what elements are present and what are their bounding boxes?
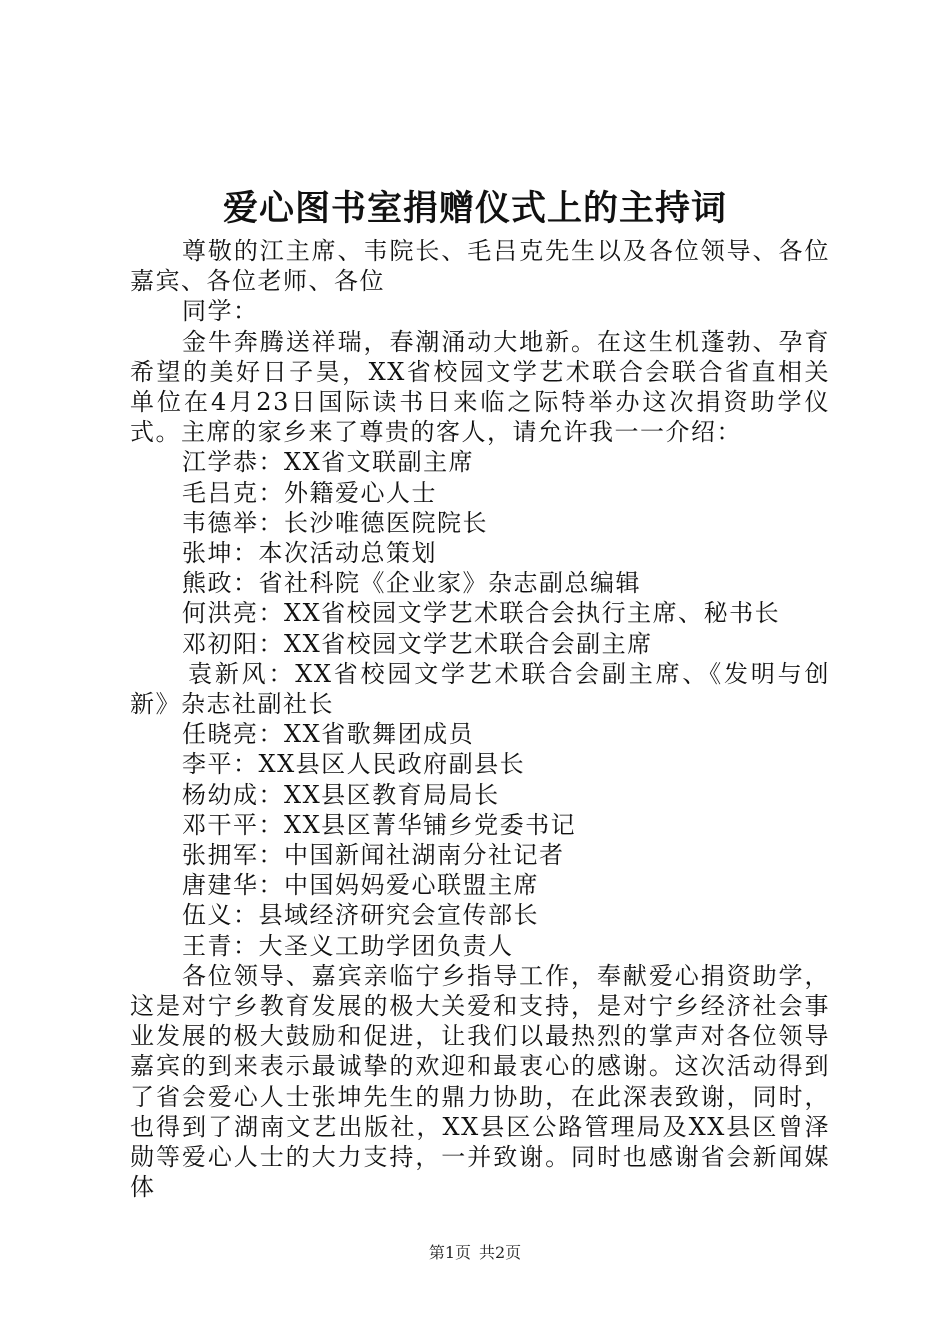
guest-line: 李平：XX县区人民政府副县长 [182, 750, 526, 779]
guest-line: 王青：大圣义工助学团负责人 [182, 931, 514, 960]
guest-line: 张拥军：中国新闻社湖南分社记者 [182, 841, 565, 870]
guest-line: 韦德举：长沙唯德医院院长 [182, 508, 488, 537]
page-number: 第1页 [428, 1243, 471, 1262]
guest-line: 袁新风：XX省校园文学艺术联合会副主席、《发明与创新》杂志社副社长 [130, 659, 830, 719]
guest-line: 邓初阳：XX省校园文学艺术联合会副主席 [182, 629, 653, 658]
closing-paragraph: 各位领导、嘉宾亲临宁乡指导工作，奉献爱心捐资助学，这是对宁乡教育发展的极大关爱和支持，是对宁乡经济社会事业发展的极大鼓励和促进，让我们以最热烈的掌声对各位领导嘉宾的到来表示最诚挚的欢迎和最衷心的感谢。这次活动得到了省会爱心人士张坤先生的鼎力协助，在此深表致谢，同时，也得到了湖南文艺出版社，XX县区公路管理局及XX县区曾泽勋等爱心人士的大力支持，一并致谢。同时也感谢省会新闻媒体 [130, 961, 830, 1202]
guest-line: 江学恭：XX省文联副主席 [182, 448, 475, 477]
guest-line: 伍义：县域经济研究会宣传部长 [182, 901, 539, 930]
guest-line: 任晓亮：XX省歌舞团成员 [182, 720, 475, 749]
greeting-paragraph: 尊敬的江主席、韦院长、毛吕克先生以及各位领导、各位嘉宾、各位老师、各位 [130, 237, 830, 296]
guest-line: 张坤：本次活动总策划 [182, 539, 437, 568]
document-title: 爱心图书室捐赠仪式上的主持词 [222, 188, 727, 229]
guest-line: 唐建华：中国妈妈爱心联盟主席 [182, 871, 539, 900]
guest-line: 何洪亮：XX省校园文学艺术联合会执行主席、秘书长 [182, 599, 781, 628]
opening-paragraph: 金牛奔腾送祥瑞，春潮涌动大地新。在这生机蓬勃、孕育希望的美好日子昊，XX省校园文学艺术联合会联合省直相关单位在4月23日国际读书日来临之际特举办这次捐资助学仪式。主席的家乡来了尊贵的客人，请允许我一一介绍： [130, 327, 830, 447]
greeting-continuation: 同学： [182, 297, 259, 326]
guest-line: 毛吕克：外籍爱心人士 [182, 478, 437, 507]
guest-line: 熊政：省社科院《企业家》杂志副总编辑 [182, 569, 641, 598]
page-total: 共2页 [479, 1243, 522, 1262]
page-footer [0, 1242, 950, 1264]
guest-line: 邓干平：XX县区菁华铺乡党委书记 [182, 810, 577, 839]
document-body [130, 236, 830, 1203]
guest-line: 杨幼成：XX县区教育局局长 [182, 780, 500, 809]
